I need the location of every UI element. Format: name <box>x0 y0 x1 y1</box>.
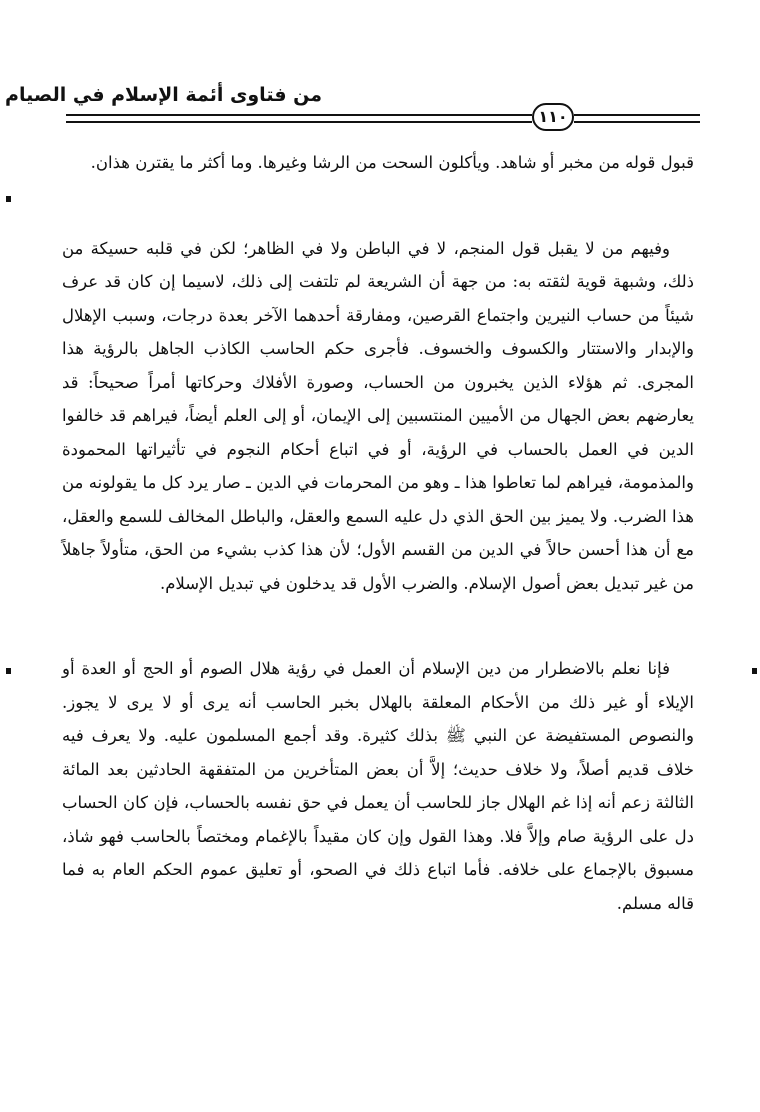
body-text <box>62 146 694 920</box>
paragraph-astrologer: وفيهم من لا يقبل قول المنجم، لا في الباطن ولا في الظاهر؛ لكن في قلبه حسيكة من ذلك، وشبهة قوية لثقته به: من جهة أن الشريعة لم تلتفت إلى ذلك، لاسيما إن كان قد عرف شيئاً من حساب النيرين واجتماع القرصين، ومفارقة أحدهما الآخر بعدة درجات، وسبب الإهلال والإبدار والاستتار والكسوف والخسوف. فأجرى حكم الحاسب الكاذب الجاهل بالرؤية هذا المجرى. ثم هؤلاء الذين يخبرون من الحساب، وصورة الأفلاك وحركاتها أمراً صحيحاً: قد يعارضهم بعض الجهال من الأميين المنتسبين إلى الإيمان، أو إلى العلم أيضاً، فيراهم قد خالفوا الدين في العمل بالحساب في الرؤية، أو في اتباع أحكام النجوم في تأثيراتها المحمودة والمذمومة، فيراهم لما تعاطوا هذا ـ وهو من المحرمات في الدين ـ صار يرد كل ما يقولونه من هذا الضرب. ولا يميز بين الحق الذي دل عليه السمع والعقل، والباطل المخالف للسمع والعقل، مع أن هذا أحسن حالاً في الدين من القسم الأول؛ لأن هذا كذب بشيء من الحق، متأولاً جاهلاً من غير تبديل بعض أصول الإسلام. والضرب الأول قد يدخلون في تبديل الإسلام. <box>62 238 694 593</box>
scan-mark <box>6 668 11 674</box>
header-rule-top-right <box>574 114 700 116</box>
paragraph-continuation: قبول قوله من مخبر أو شاهد. ويأكلون السحت من الرشا وغيرها. وما أكثر ما يقترن هذان. <box>90 153 694 172</box>
scan-mark <box>6 196 11 202</box>
page-number: ١١٠ <box>532 103 574 131</box>
running-title: من فتاوى أئمة الإسلام في الصيام <box>5 84 322 106</box>
header-rule-bottom-left <box>66 121 532 123</box>
header-rule-bottom-right <box>574 121 700 123</box>
paragraph-consensus: فإنا نعلم بالاضطرار من دين الإسلام أن العمل في رؤية هلال الصوم أو الحج أو العدة أو الإيلاء أو غير ذلك من الأحكام المعلقة بالهلال بخبر الحاسب أنه يرى أو لا يرى لا يجوز. والنصوص المستفيضة عن النبي ﷺ بذلك كثيرة. وقد أجمع المسلمون عليه. ولا يعرف فيه خلاف قديم أصلاً، ولا خلاف حديث؛ إلاَّ أن بعض المتأخرين من المتفقهة الحادثين بعد المائة الثالثة زعم أنه إذا غم الهلال جاز للحاسب أن يعمل في حق نفسه بالحساب، فإن كان الحساب دل على الرؤية صام وإلاَّ فلا. وهذا القول وإن كان مقيداً بالإغمام ومختصاً بالحاسب فهو شاذ، مسبوق بالإجماع على خلافه. فأما اتباع ذلك في الصحو، أو تعليق عموم الحكم العام به فما قاله مسلم. <box>62 659 694 913</box>
header-rule-top-left <box>66 114 532 116</box>
scan-mark <box>752 668 757 674</box>
